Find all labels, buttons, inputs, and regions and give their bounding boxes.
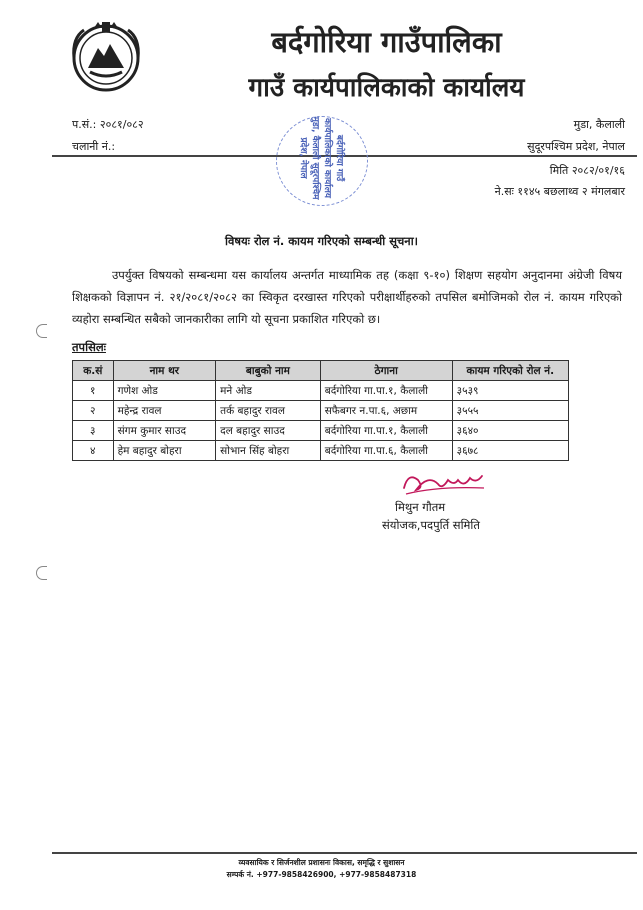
- cell-name: महेन्द्र रावल: [113, 401, 216, 421]
- header-name: नाम थर: [113, 361, 216, 381]
- dispatch-number: चलानी नं.:: [72, 140, 116, 153]
- cell-name: संगम कुमार साउद: [113, 421, 216, 441]
- table-label: तपसिलः: [72, 340, 106, 354]
- table-header-row: [73, 361, 569, 381]
- notice-subject: विषयः रोल नं. कायम गरिएको सम्बन्धी सूचना।: [224, 234, 419, 248]
- nepal-sambat-date: ने.सः ११४५ बछलाथ्व २ मंगलबार: [494, 185, 625, 198]
- cell-roll-number: ३५३९: [452, 381, 568, 401]
- cell-roll-number: ३६४०: [452, 421, 568, 441]
- header-roll-number: कायम गरिएको रोल नं.: [452, 361, 568, 381]
- roll-number-table: [72, 360, 569, 461]
- office-subtitle: गाउँ कार्यपालिकाको कार्यालय: [248, 73, 525, 103]
- table-row: [73, 381, 569, 401]
- header-father-name: बाबुको नाम: [216, 361, 321, 381]
- signatory-name: मिथुन गौतम: [395, 500, 446, 514]
- cell-roll-number: ३६७८: [452, 441, 568, 461]
- cell-address: बर्दगोरिया गा.पा.१, कैलाली: [320, 381, 452, 401]
- footer-divider: [52, 852, 637, 854]
- table-row: [73, 401, 569, 421]
- cell-father-name: मने ओड: [216, 381, 321, 401]
- issue-date: मिति २०८२/०१/१६: [549, 164, 625, 177]
- header-serial: क.सं: [73, 361, 114, 381]
- header-address: ठेगाना: [320, 361, 452, 381]
- signature: [398, 466, 490, 500]
- cell-serial: १: [73, 381, 114, 401]
- cell-address: बर्दगोरिया गा.पा.१, कैलाली: [320, 421, 452, 441]
- office-stamp: [268, 112, 374, 208]
- cell-father-name: दल बहादुर साउद: [216, 421, 321, 441]
- cell-father-name: सोभान सिंह बोहरा: [216, 441, 321, 461]
- punch-hole-mark: [36, 566, 47, 580]
- table-row: [73, 441, 569, 461]
- cell-address: बर्दगोरिया गा.पा.६, कैलाली: [320, 441, 452, 461]
- punch-hole-mark: [36, 324, 47, 338]
- nepal-emblem-icon: [68, 18, 144, 94]
- office-province: सुदूरपश्चिम प्रदेश, नेपाल: [527, 140, 625, 153]
- cell-father-name: तर्क बहादुर रावल: [216, 401, 321, 421]
- cell-roll-number: ३५५५: [452, 401, 568, 421]
- office-title: बर्दगोरिया गाउँपालिका: [271, 25, 502, 59]
- cell-serial: ३: [73, 421, 114, 441]
- cell-name: हेम बहादुर बोहरा: [113, 441, 216, 461]
- signatory-title: संयोजक,पदपुर्ति समिति: [382, 518, 480, 532]
- notice-body: उपर्युक्त विषयको सम्बन्धमा यस कार्यालय अन्तर्गत माध्यामिक तह (कक्षा ९-१०) शिक्षण सहयोग अनुदानमा अंग्रेजी विषय शिक्षकको विज्ञापन नं. २१/२०८१/२०८२ का स्विकृत दरखास्त गरिएको परीक्षार्थीहरुको तपसिल बमोजिमको रोल नं. कायम गरिएको व्यहोरा सम्बन्धित सबैको जानकारीका लागि यो सूचना प्रकाशित गरिएको छ।: [72, 268, 622, 326]
- stamp-text: बर्दगोरिया गाउँ कार्यपालिकाको कार्यालय मुडा, कैलाली सुदूरपश्चिम प्रदेश, नेपाल: [298, 116, 344, 200]
- cell-address: सफैबगर न.पा.६, अछाम: [320, 401, 452, 421]
- cell-name: गणेश ओड: [113, 381, 216, 401]
- cell-serial: ४: [73, 441, 114, 461]
- table-row: [73, 421, 569, 441]
- footer-contact: सम्पर्क नं. +977-9858426900, +977-9858487318: [226, 870, 417, 879]
- reference-number: प.सं.: २०८१/०८२: [72, 118, 144, 131]
- footer-motto: व्यवसायिक र सिर्जनशील प्रशासनः विकास, समृद्धि र सुशासन: [238, 858, 405, 867]
- cell-serial: २: [73, 401, 114, 421]
- office-location: मुडा, कैलाली: [573, 118, 625, 131]
